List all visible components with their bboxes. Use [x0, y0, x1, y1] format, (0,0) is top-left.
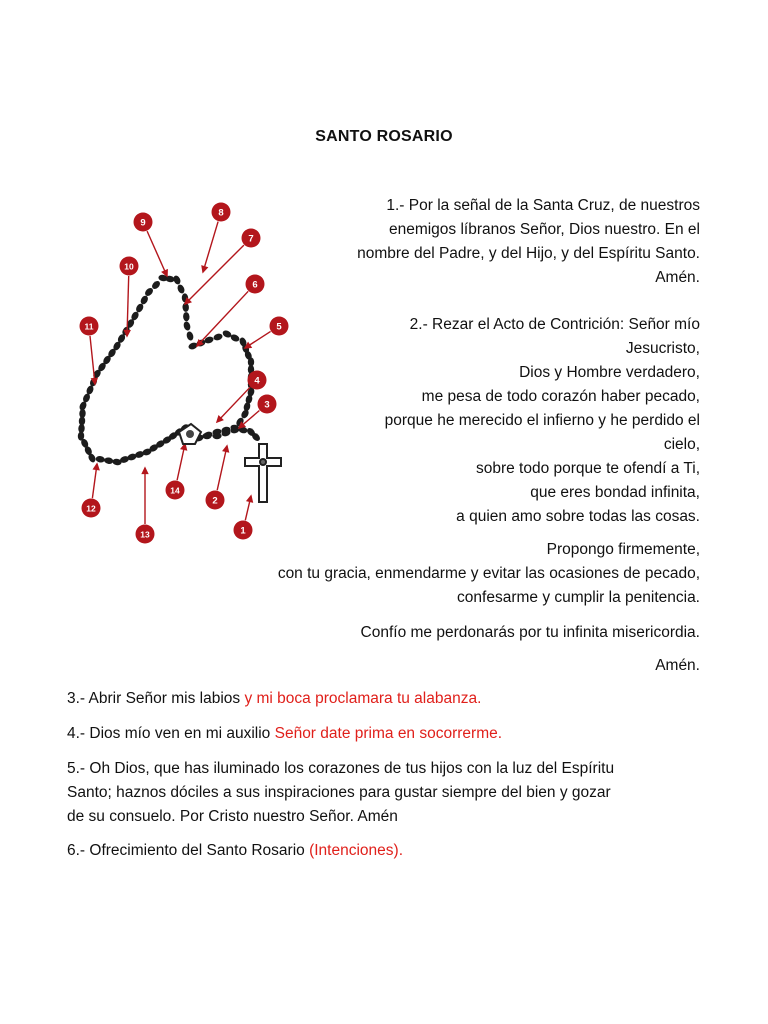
marker-label: 1	[240, 525, 246, 537]
marker-label: 14	[170, 485, 180, 496]
marker-label: 13	[140, 529, 150, 540]
step-1-sign-of-cross	[206, 194, 700, 290]
step-4-paragraph	[67, 722, 707, 746]
marker-label: 3	[264, 399, 270, 411]
text-line: me pesa de todo corazón haber pecado,	[421, 388, 700, 405]
text-line: con tu gracia, enmendarme y evitar las ocasiones de pecado,	[277, 565, 700, 582]
step-2-resolution	[206, 538, 700, 610]
text-line: 5.- Oh Dios, que has iluminado los corazones de tus hijos con la luz del Espíritu	[67, 760, 615, 777]
text-line: a quien amo sobre todas las cosas.	[456, 508, 700, 525]
rosary-bead	[104, 457, 114, 465]
text-line: confesarme y cumplir la penitencia.	[457, 589, 700, 606]
step-3-text: 3.- Abrir Señor mis labios	[67, 690, 245, 707]
text-line: porque he merecido el infierno y he perdido el	[384, 412, 700, 429]
text-line: Dios y Hombre verdadero,	[519, 364, 700, 381]
text-line: Amén.	[655, 657, 700, 674]
text-line: 2.- Rezar el Acto de Contrición: Señor mío	[409, 316, 700, 333]
step-3-paragraph	[67, 687, 707, 711]
arrow-head	[142, 468, 147, 473]
text-line: Confío me perdonarás por tu infinita misericordia.	[360, 624, 700, 641]
step-4-text: 4.- Dios mío ven en mi auxilio	[67, 725, 275, 742]
text-line: de su consuelo. Por Cristo nuestro Señor. Amén	[67, 808, 398, 825]
step-4-response: Señor date prima en socorrerme.	[274, 725, 503, 742]
step-5-paragraph	[67, 757, 707, 829]
step-2-amen	[206, 654, 700, 678]
text-line: enemigos líbranos Señor, Dios nuestro. En el	[388, 221, 700, 238]
marker-label: 2	[212, 495, 218, 507]
step-6-intentions: (Intenciones).	[309, 842, 404, 859]
text-line: Jesucristo,	[625, 340, 700, 357]
rosary-bead	[176, 283, 186, 294]
marker-label: 4	[254, 375, 260, 387]
step-2-mercy-line	[206, 621, 700, 645]
text-line: Santo; haznos dóciles a sus inspiraciones para gustar siempre del bien y gozar	[67, 784, 611, 801]
marker-label: 7	[248, 233, 254, 245]
marker-label: 8	[218, 207, 224, 219]
marker-label: 6	[252, 279, 258, 291]
text-line: 1.- Por la señal de la Santa Cruz, de nuestros	[386, 197, 700, 214]
rosary-bead	[183, 312, 190, 322]
marker-label: 10	[124, 261, 134, 272]
text-line: sobre todo porque te ofendí a Ti,	[475, 460, 700, 477]
step-6-text: 6.- Ofrecimiento del Santo Rosario	[67, 842, 310, 859]
rosary-bead	[95, 455, 105, 463]
marker-label: 11	[84, 321, 94, 332]
text-line: cielo,	[663, 436, 700, 453]
marker-label: 12	[86, 503, 96, 514]
arrow-head	[94, 464, 99, 470]
text-line: que eres bondad infinita,	[530, 484, 700, 501]
rosary-bead	[183, 321, 192, 332]
step-3-response: y mi boca proclamara tu alabanza.	[244, 690, 482, 707]
step-6-paragraph	[67, 839, 707, 863]
text-line: nombre del Padre, y del Hijo, y del Espíritu Santo.	[357, 245, 700, 262]
marker-arrow	[90, 336, 95, 384]
text-line: Propongo firmemente,	[546, 541, 700, 558]
rosary-bead	[186, 331, 195, 342]
page-title: SANTO ROSARIO	[315, 128, 453, 145]
marker-label: 5	[276, 321, 282, 333]
marker-label: 9	[140, 217, 146, 229]
marker-arrow	[147, 231, 167, 276]
step-2-act-of-contrition	[206, 313, 700, 529]
text-line: Amén.	[655, 269, 700, 286]
